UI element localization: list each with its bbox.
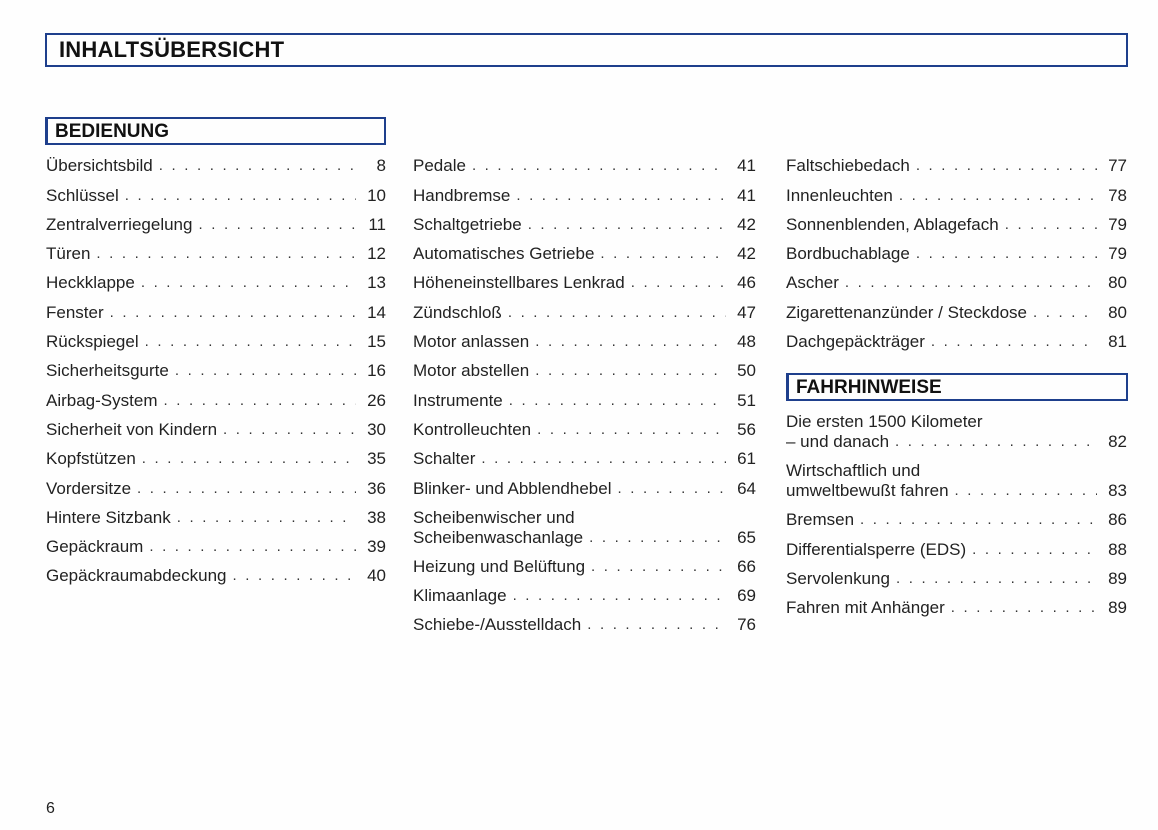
toc-leader-dots — [175, 361, 356, 381]
toc-entry-page: 78 — [1108, 185, 1127, 205]
toc-leader-dots — [535, 361, 726, 381]
toc-leader-dots — [96, 244, 356, 264]
toc-entry-page: 47 — [737, 302, 756, 322]
toc-entry-title-line1: Wirtschaftlich und — [786, 461, 921, 480]
toc-entry-page: 69 — [737, 586, 756, 606]
toc-entry-title: Zündschloß — [413, 302, 502, 322]
toc-leader-dots — [110, 303, 356, 323]
toc-entry-page: 15 — [367, 332, 386, 352]
toc-entry-page: 48 — [737, 332, 756, 352]
toc-entry — [413, 411, 756, 440]
toc-entry-page: 88 — [1108, 539, 1127, 559]
toc-entry-page: 42 — [737, 214, 756, 234]
section-title: BEDIENUNG — [55, 121, 170, 142]
toc-entry-page: 14 — [367, 302, 386, 322]
toc-entry-page: 66 — [737, 556, 756, 576]
toc-entry-title: Sicherheitsgurte — [46, 361, 169, 381]
toc-leader-dots — [137, 479, 356, 499]
toc-entry — [413, 235, 756, 264]
toc-entry — [413, 323, 756, 352]
toc-leader-dots — [972, 540, 1097, 560]
toc-entry-title-line1: Die ersten 1500 Kilometer — [786, 412, 983, 431]
toc-entry-title: Dachgepäckträger — [786, 332, 925, 352]
toc-leader-dots — [472, 156, 726, 176]
toc-entry-title: Pedale — [413, 156, 466, 176]
toc-entry-title: umweltbewußt fahren — [786, 481, 949, 500]
toc-leader-dots — [587, 615, 726, 635]
toc-leader-dots — [895, 432, 1097, 452]
toc-entry-title: Gepäckraum — [46, 537, 144, 557]
toc-leader-dots — [1033, 303, 1097, 323]
toc-entry-page: 40 — [367, 566, 386, 586]
toc-entry-title: Innenleuchten — [786, 185, 893, 205]
toc-entry-title: Differentialsperre (EDS) — [786, 539, 967, 559]
toc-entry-title: Klimaanlage — [413, 586, 507, 606]
toc-leader-dots — [223, 420, 356, 440]
toc-leader-dots — [513, 586, 726, 606]
toc-entry-title: Scheibenwaschanlage — [413, 527, 584, 547]
page-header — [45, 33, 1128, 67]
toc-leader-dots — [145, 332, 356, 352]
toc-entry — [413, 381, 756, 410]
toc-entry-page: 51 — [737, 390, 756, 410]
toc-entry-page: 50 — [737, 361, 756, 381]
toc-entry-title: Faltschiebedach — [786, 156, 910, 176]
toc-leader-dots — [600, 244, 726, 264]
toc-entry — [786, 235, 1127, 264]
toc-entry-page: 80 — [1108, 273, 1127, 293]
toc-entry — [46, 411, 386, 440]
toc-entry-page: 64 — [737, 478, 756, 498]
toc-column-3b — [786, 403, 1127, 618]
toc-entry — [786, 264, 1127, 293]
toc-entry — [46, 469, 386, 498]
toc-entry — [46, 557, 386, 586]
toc-entry — [46, 293, 386, 322]
toc-entry-title: Automatisches Getriebe — [413, 244, 595, 264]
toc-leader-dots — [631, 273, 726, 293]
toc-leader-dots — [537, 420, 726, 440]
toc-entry-title: Airbag-System — [46, 390, 158, 410]
toc-entry-title-line1: Scheibenwischer und — [413, 507, 575, 527]
toc-entry-page: 35 — [367, 449, 386, 469]
toc-entry — [786, 323, 1127, 352]
toc-entry — [413, 499, 756, 548]
toc-entry-page: 77 — [1108, 156, 1127, 176]
toc-entry-page: 79 — [1108, 214, 1127, 234]
toc-entry — [413, 440, 756, 469]
toc-leader-dots — [125, 186, 356, 206]
toc-entry-title: Gepäckraumabdeckung — [46, 566, 227, 586]
toc-entry-page: 39 — [367, 537, 386, 557]
toc-leader-dots — [899, 186, 1097, 206]
page-title: INHALTSÜBERSICHT — [59, 37, 285, 62]
toc-entry-page: 12 — [367, 244, 386, 264]
toc-entry-page: 36 — [367, 478, 386, 498]
section-fahrhinweise — [786, 373, 1128, 401]
toc-leader-dots — [141, 273, 356, 293]
toc-entry — [46, 352, 386, 381]
toc-entry-title: Sicherheit von Kindern — [46, 419, 218, 439]
toc-entry — [786, 206, 1127, 235]
toc-entry-page: 30 — [367, 419, 386, 439]
toc-entry-title: Servolenkung — [786, 568, 890, 588]
toc-leader-dots — [1005, 215, 1097, 235]
toc-entry-title: Schaltgetriebe — [413, 214, 522, 234]
toc-entry-page: 26 — [367, 390, 386, 410]
toc-entry-page: 41 — [737, 156, 756, 176]
toc-entry-title: Motor abstellen — [413, 361, 530, 381]
toc-entry — [413, 469, 756, 498]
toc-leader-dots — [528, 215, 726, 235]
toc-entry — [413, 352, 756, 381]
toc-leader-dots — [860, 510, 1097, 530]
toc-entry — [413, 548, 756, 577]
toc-entry-title: Schiebe-/Ausstelldach — [413, 615, 582, 635]
toc-leader-dots — [516, 186, 726, 206]
toc-entry — [46, 264, 386, 293]
toc-entry — [786, 560, 1127, 589]
toc-entry-title: Fenster — [46, 302, 104, 322]
toc-leader-dots — [951, 598, 1097, 618]
toc-entry — [46, 323, 386, 352]
toc-leader-dots — [481, 449, 726, 469]
toc-column-1 — [46, 147, 386, 586]
toc-entry — [46, 381, 386, 410]
toc-entry-title: Bremsen — [786, 510, 855, 530]
toc-entry — [413, 176, 756, 205]
toc-entry — [413, 206, 756, 235]
toc-entry-title: Motor anlassen — [413, 332, 530, 352]
toc-entry — [46, 147, 386, 176]
toc-leader-dots — [896, 569, 1097, 589]
toc-leader-dots — [845, 273, 1097, 293]
section-bedienung — [45, 117, 386, 145]
toc-entry-page: 61 — [737, 449, 756, 469]
toc-entry — [786, 530, 1127, 559]
toc-entry-page: 65 — [737, 527, 756, 547]
toc-entry — [786, 501, 1127, 530]
toc-entry-page: 11 — [368, 214, 386, 234]
toc-entry — [413, 577, 756, 606]
toc-entry-page: 56 — [737, 419, 756, 439]
toc-leader-dots — [233, 566, 356, 586]
toc-entry-title: Bordbuchablage — [786, 244, 910, 264]
toc-entry-title: Kontrolleuchten — [413, 419, 532, 439]
toc-entry — [786, 293, 1127, 322]
toc-entry-page: 42 — [737, 244, 756, 264]
toc-entry-title: Instrumente — [413, 390, 503, 410]
toc-column-2 — [413, 147, 756, 635]
toc-entry-title: Zigarettenanzünder / Steckdose — [786, 302, 1027, 322]
toc-leader-dots — [931, 332, 1097, 352]
toc-entry-title: Hintere Sitzbank — [46, 507, 171, 527]
toc-entry-page: 8 — [376, 156, 386, 176]
toc-entry-title: Übersichtsbild — [46, 156, 153, 176]
toc-leader-dots — [955, 481, 1097, 501]
toc-leader-dots — [163, 391, 356, 411]
toc-leader-dots — [591, 557, 726, 577]
toc-entry-title: Rückspiegel — [46, 332, 139, 352]
toc-entry — [413, 293, 756, 322]
toc-entry — [786, 452, 1127, 501]
toc-leader-dots — [617, 479, 726, 499]
toc-entry — [46, 235, 386, 264]
toc-entry-title: Heckklappe — [46, 273, 135, 293]
toc-entry-page: 38 — [367, 507, 386, 527]
toc-entry — [46, 206, 386, 235]
toc-leader-dots — [589, 528, 726, 548]
toc-entry-title: Fahren mit Anhänger — [786, 598, 945, 618]
toc-entry — [413, 264, 756, 293]
toc-entry-page: 79 — [1108, 244, 1127, 264]
toc-entry-title: Zentralverriegelung — [46, 214, 193, 234]
toc-leader-dots — [159, 156, 356, 176]
toc-entry-page: 16 — [367, 361, 386, 381]
toc-entry — [46, 440, 386, 469]
toc-entry-page: 10 — [367, 185, 386, 205]
toc-entry-page: 41 — [737, 185, 756, 205]
toc-leader-dots — [509, 391, 726, 411]
toc-entry-title: Türen — [46, 244, 91, 264]
toc-entry-title: Höheneinstellbares Lenkrad — [413, 273, 625, 293]
toc-leader-dots — [916, 244, 1097, 264]
toc-entry-page: 89 — [1108, 568, 1127, 588]
toc-entry-page: 76 — [737, 615, 756, 635]
toc-entry — [46, 528, 386, 557]
toc-entry — [46, 176, 386, 205]
toc-leader-dots — [177, 508, 356, 528]
toc-entry — [413, 606, 756, 635]
toc-entry-page: 13 — [367, 273, 386, 293]
toc-entry-page: 82 — [1108, 432, 1127, 451]
toc-entry-title: Ascher — [786, 273, 839, 293]
toc-entry-title: Heizung und Belüftung — [413, 556, 586, 576]
toc-entry-page: 46 — [737, 273, 756, 293]
toc-leader-dots — [149, 537, 356, 557]
toc-leader-dots — [916, 156, 1097, 176]
toc-leader-dots — [508, 303, 726, 323]
toc-entry-page: 89 — [1108, 598, 1127, 618]
toc-entry-title: Handbremse — [413, 185, 511, 205]
toc-entry-page: 80 — [1108, 302, 1127, 322]
toc-entry-title: – und danach — [786, 432, 890, 451]
toc-entry — [46, 499, 386, 528]
toc-leader-dots — [198, 215, 356, 235]
toc-entry-title: Schalter — [413, 449, 476, 469]
toc-entry — [786, 589, 1127, 618]
toc-entry-title: Kopfstützen — [46, 449, 136, 469]
toc-entry-title: Sonnenblenden, Ablagefach — [786, 214, 999, 234]
toc-entry-title: Vordersitze — [46, 478, 132, 498]
toc-entry — [413, 147, 756, 176]
toc-entry-title: Schlüssel — [46, 185, 119, 205]
toc-entry-page: 86 — [1108, 510, 1127, 530]
toc-entry — [786, 147, 1127, 176]
toc-entry — [786, 403, 1127, 452]
page-number: 6 — [46, 800, 55, 817]
toc-leader-dots — [535, 332, 726, 352]
toc-column-3 — [786, 147, 1127, 352]
toc-leader-dots — [142, 449, 356, 469]
section-title: FAHRHINWEISE — [796, 377, 942, 398]
toc-entry — [786, 176, 1127, 205]
toc-entry-page: 83 — [1108, 481, 1127, 500]
toc-entry-title: Blinker- und Abblendhebel — [413, 478, 612, 498]
toc-entry-page: 81 — [1108, 332, 1127, 352]
